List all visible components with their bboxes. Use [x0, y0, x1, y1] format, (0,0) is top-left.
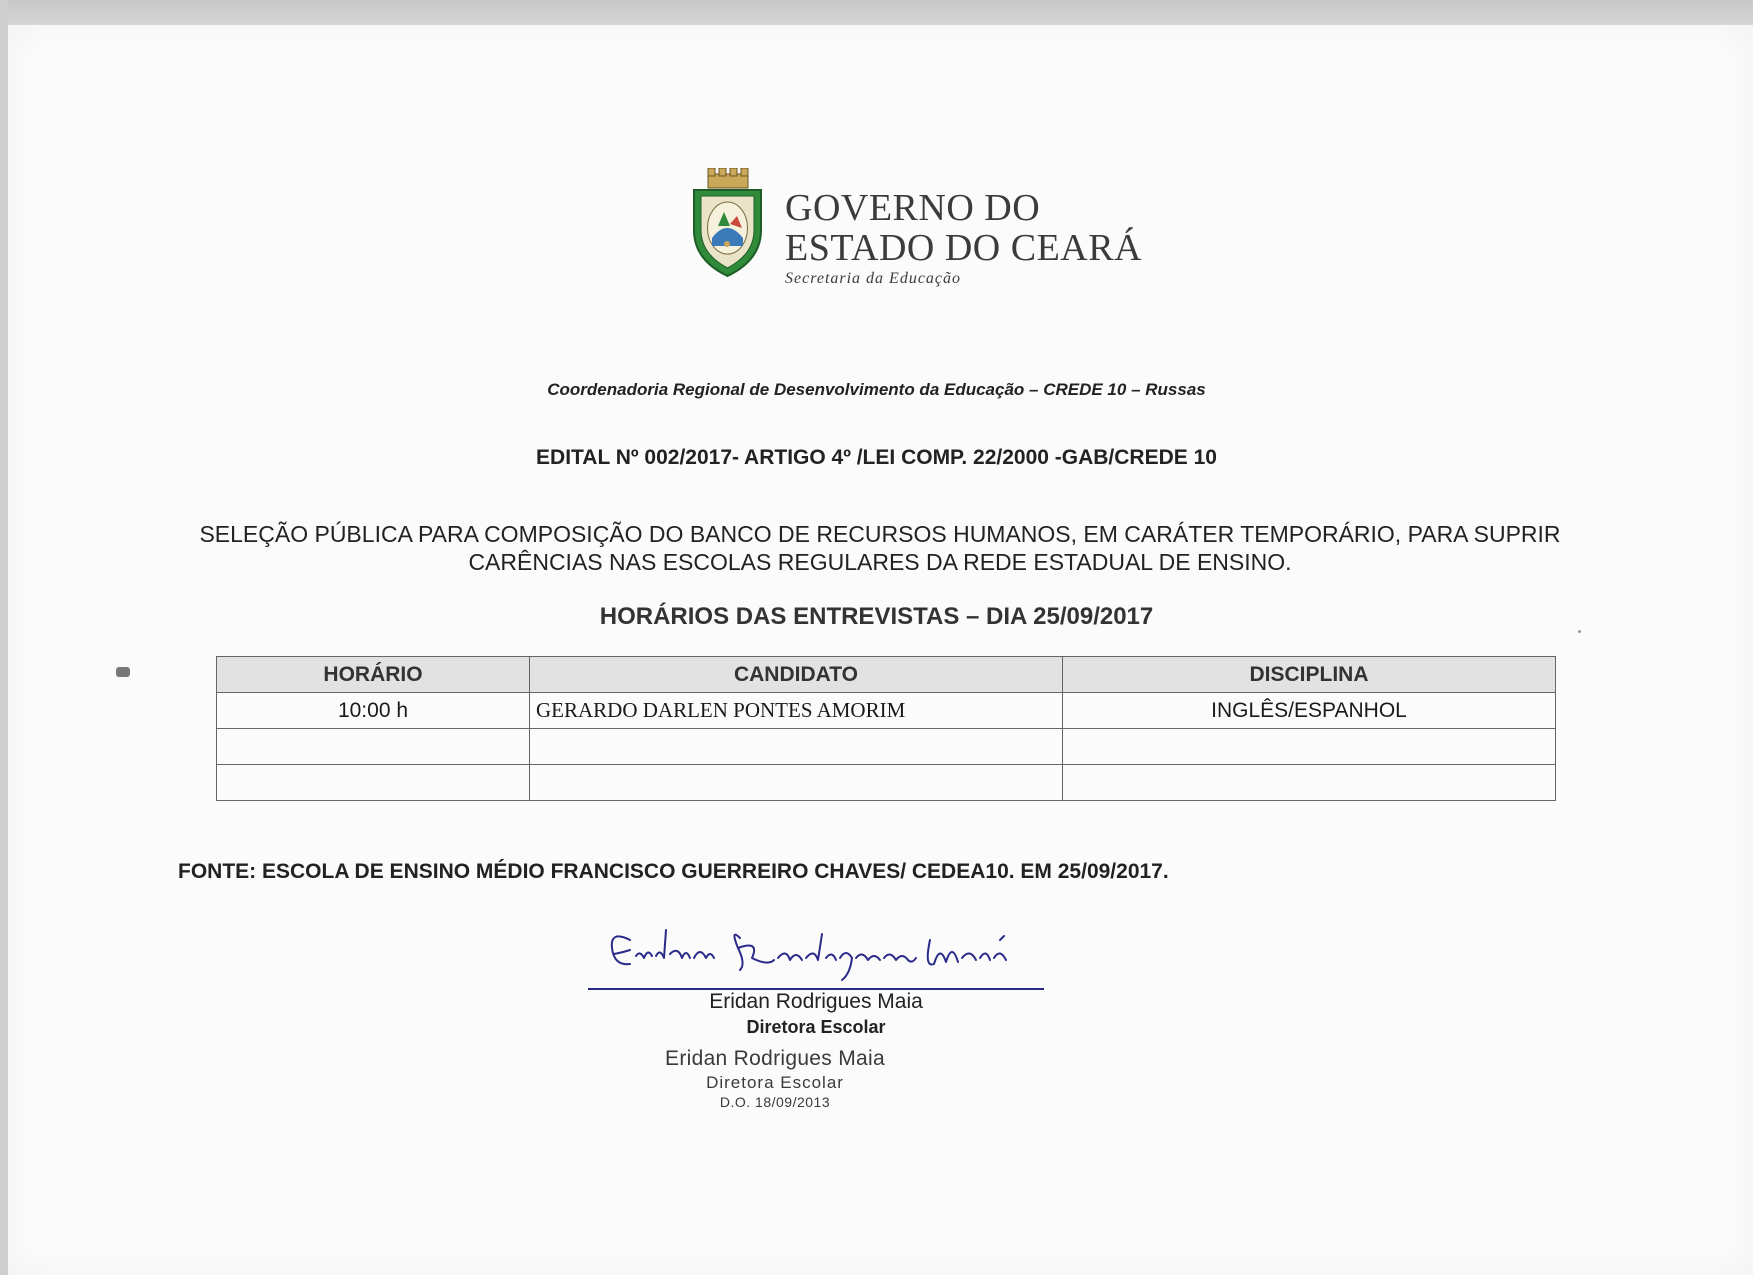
- official-stamp: [650, 1047, 900, 1110]
- interview-schedule-title: HORÁRIOS DAS ENTREVISTAS – DIA 25/09/2017: [599, 603, 1154, 630]
- table-header-row: [217, 657, 1556, 693]
- signatory-role: Diretora Escolar: [746, 1017, 886, 1037]
- column-header-disciplina: DISCIPLINA: [1063, 657, 1556, 693]
- coordenadoria-heading: Coordenadoria Regional de Desenvolvimento da Educação – CREDE 10 – Russas: [547, 380, 1206, 399]
- table-row: [217, 765, 1556, 801]
- cell-horario: [217, 729, 530, 765]
- stamp-publication: D.O. 18/09/2013: [719, 1094, 831, 1110]
- cell-horario: [217, 765, 530, 801]
- selecao-description: SELEÇÃO PÚBLICA PARA COMPOSIÇÃO DO BANCO DE RECURSOS HUMANOS, EM CARÁTER TEMPORÁRIO, PARA SUPRIR CARÊNCIAS NAS ESCOLAS REGULARES DA REDE ESTADUAL DE ENSINO.: [199, 521, 1561, 575]
- scan-left-edge: [0, 0, 8, 1275]
- cell-disciplina: [1063, 765, 1556, 801]
- gov-title-line1: GOVERNO DO: [785, 187, 1041, 229]
- handwritten-signature: [590, 918, 1050, 998]
- cell-candidato: [530, 729, 1063, 765]
- cell-candidato: GERARDO DARLEN PONTES AMORIM: [530, 693, 1063, 729]
- scan-punch-mark: [116, 667, 130, 677]
- cell-candidato: [530, 765, 1063, 801]
- column-header-candidato: CANDIDATO: [530, 657, 1063, 693]
- scan-top-edge: [0, 0, 1753, 25]
- edital-heading: EDITAL Nº 002/2017- ARTIGO 4º /LEI COMP. 22/2000 -GAB/CREDE 10: [536, 446, 1217, 469]
- column-header-horario: HORÁRIO: [217, 657, 530, 693]
- stamp-role: Diretora Escolar: [706, 1073, 844, 1092]
- table-row: [217, 729, 1556, 765]
- stamp-name: Eridan Rodrigues Maia: [665, 1047, 885, 1070]
- cell-horario: 10:00 h: [217, 693, 530, 729]
- interview-schedule-table: [216, 656, 1556, 801]
- secretaria-subtitle: Secretaria da Educação: [785, 270, 962, 287]
- table-row: [217, 693, 1556, 729]
- cell-disciplina: INGLÊS/ESPANHOL: [1063, 693, 1556, 729]
- government-logo: [690, 168, 1143, 293]
- cell-disciplina: [1063, 729, 1556, 765]
- ceara-coat-of-arms-icon: [690, 168, 765, 280]
- signatory-name: Eridan Rodrigues Maia: [709, 990, 923, 1013]
- gov-title-line2: ESTADO DO CEARÁ: [785, 227, 1143, 269]
- source-note: FONTE: ESCOLA DE ENSINO MÉDIO FRANCISCO GUERREIRO CHAVES/ CEDEA10. EM 25/09/2017.: [178, 860, 1169, 883]
